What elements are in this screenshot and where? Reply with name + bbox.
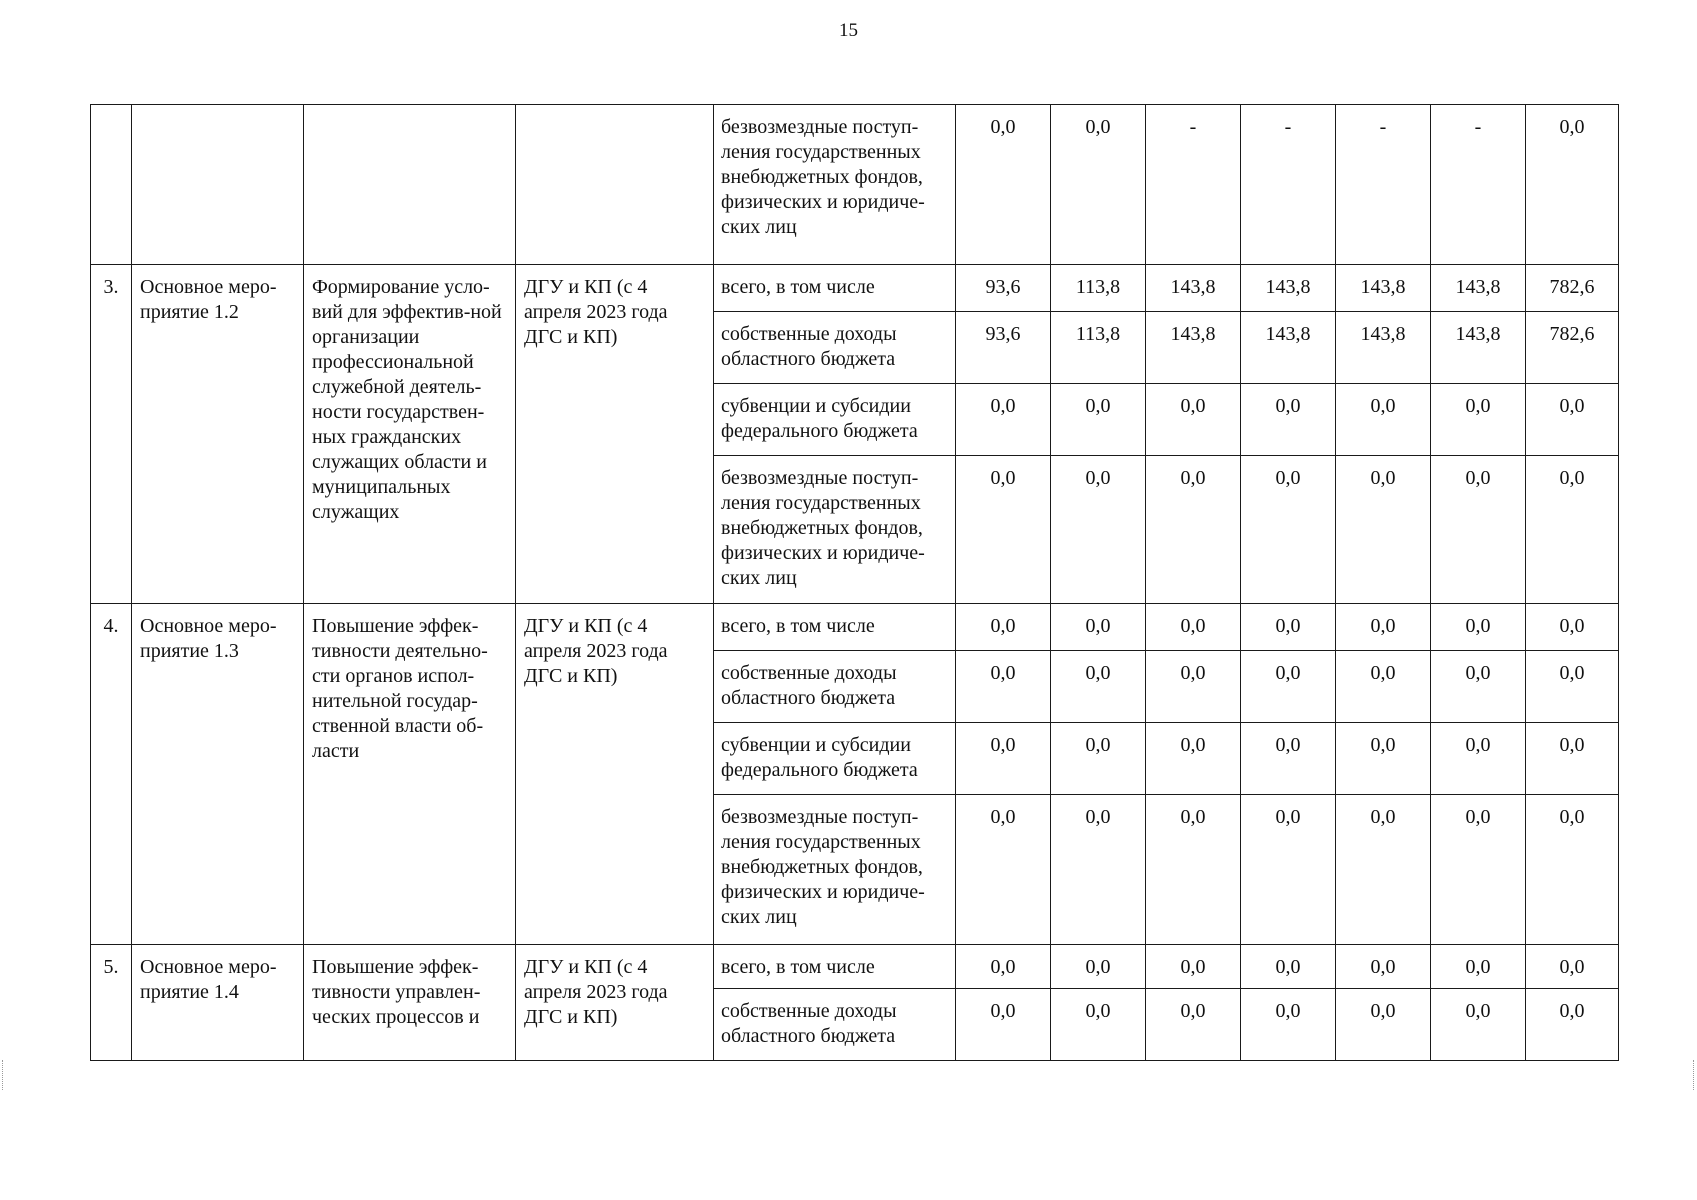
executor-cell [516, 105, 714, 265]
value-cell: 0,0 [1431, 945, 1526, 989]
executor-cell: ДГУ и КП (с 4 апреля 2023 года ДГС и КП) [516, 265, 714, 604]
value-cell: 0,0 [1241, 604, 1336, 651]
value-cell: 0,0 [1526, 795, 1619, 945]
value-cell: 0,0 [1526, 945, 1619, 989]
scan-edge-mark-left [2, 1060, 4, 1090]
num-cell [91, 105, 132, 265]
value-cell: - [1146, 105, 1241, 265]
value-cell: 0,0 [1051, 989, 1146, 1061]
value-cell: 0,0 [1051, 456, 1146, 604]
value-cell: 143,8 [1146, 265, 1241, 312]
value-cell: 0,0 [1146, 795, 1241, 945]
value-cell: 0,0 [1336, 604, 1431, 651]
value-cell: 0,0 [956, 384, 1051, 456]
value-cell: 0,0 [1241, 795, 1336, 945]
funding-source-cell: безвозмездные поступ-ления государственных внебюджетных фондов, физических и юридиче-ских лиц [714, 456, 956, 604]
value-cell: 0,0 [1146, 456, 1241, 604]
value-cell: 0,0 [1241, 723, 1336, 795]
value-cell: 113,8 [1051, 265, 1146, 312]
funding-source-cell: субвенции и субсидии федерального бюджета [714, 723, 956, 795]
value-cell: 143,8 [1241, 265, 1336, 312]
table-row [91, 945, 1619, 989]
value-cell: 143,8 [1431, 312, 1526, 384]
value-cell: 0,0 [1336, 945, 1431, 989]
event-name-cell: Основное меро-приятие 1.3 [132, 604, 304, 945]
value-cell: 0,0 [1241, 651, 1336, 723]
value-cell: 0,0 [1051, 651, 1146, 723]
funding-source-cell: безвозмездные поступ-ления государственных внебюджетных фондов, физических и юридиче-ских лиц [714, 795, 956, 945]
value-cell: 0,0 [1146, 384, 1241, 456]
event-name-cell: Основное меро-приятие 1.4 [132, 945, 304, 1061]
value-cell: 93,6 [956, 265, 1051, 312]
value-cell: 782,6 [1526, 265, 1619, 312]
value-cell: 113,8 [1051, 312, 1146, 384]
event-description-cell [304, 105, 516, 265]
funding-source-cell: собственные доходы областного бюджета [714, 312, 956, 384]
event-description-cell: Повышение эффек-тивности управлен-ческих процессов и [304, 945, 516, 1061]
event-description-cell: Повышение эффек-тивности деятельно-сти органов испол-нительной государ-ственной власти об-ласти [304, 604, 516, 945]
num-cell: 4. [91, 604, 132, 945]
value-cell: 0,0 [1336, 456, 1431, 604]
value-cell: 0,0 [1146, 989, 1241, 1061]
value-cell: 0,0 [1241, 945, 1336, 989]
scan-edge-mark-right [1693, 1060, 1695, 1090]
funding-table-container [90, 104, 1618, 1061]
page-number: 15 [839, 20, 858, 41]
value-cell: 0,0 [1526, 651, 1619, 723]
value-cell: 0,0 [1051, 795, 1146, 945]
value-cell: 0,0 [1431, 456, 1526, 604]
value-cell: 143,8 [1336, 312, 1431, 384]
value-cell: 0,0 [956, 795, 1051, 945]
value-cell: 143,8 [1241, 312, 1336, 384]
value-cell: 0,0 [956, 604, 1051, 651]
value-cell: 0,0 [956, 723, 1051, 795]
value-cell: 0,0 [1146, 723, 1241, 795]
value-cell: 0,0 [956, 105, 1051, 265]
funding-source-cell: всего, в том числе [714, 265, 956, 312]
value-cell: 0,0 [1336, 384, 1431, 456]
value-cell: 0,0 [1051, 105, 1146, 265]
executor-cell: ДГУ и КП (с 4 апреля 2023 года ДГС и КП) [516, 604, 714, 945]
value-cell: 0,0 [1051, 945, 1146, 989]
value-cell: 0,0 [1336, 795, 1431, 945]
event-name-cell [132, 105, 304, 265]
value-cell: 0,0 [1431, 651, 1526, 723]
table-row [91, 105, 1619, 265]
funding-source-cell: всего, в том числе [714, 604, 956, 651]
num-cell: 5. [91, 945, 132, 1061]
value-cell: 0,0 [1051, 384, 1146, 456]
value-cell: 0,0 [1431, 795, 1526, 945]
value-cell: 782,6 [1526, 312, 1619, 384]
value-cell: 143,8 [1431, 265, 1526, 312]
value-cell: 0,0 [1526, 604, 1619, 651]
funding-source-cell: собственные доходы областного бюджета [714, 989, 956, 1061]
value-cell: 0,0 [1431, 604, 1526, 651]
funding-source-cell: всего, в том числе [714, 945, 956, 989]
value-cell: 0,0 [1336, 651, 1431, 723]
value-cell: 143,8 [1336, 265, 1431, 312]
value-cell: 0,0 [1431, 989, 1526, 1061]
value-cell: 0,0 [1526, 105, 1619, 265]
funding-table [90, 104, 1619, 1061]
value-cell: 143,8 [1146, 312, 1241, 384]
value-cell: 0,0 [1526, 989, 1619, 1061]
value-cell: - [1336, 105, 1431, 265]
value-cell: 0,0 [1526, 384, 1619, 456]
value-cell: 0,0 [1241, 989, 1336, 1061]
value-cell: 0,0 [1431, 384, 1526, 456]
event-description-cell: Формирование усло-вий для эффектив-ной организации профессиональной служебной деятель-ности государствен-ных гражданских служащих области и муниципальных служащих [304, 265, 516, 604]
value-cell: 0,0 [1241, 384, 1336, 456]
num-cell: 3. [91, 265, 132, 604]
value-cell: 0,0 [1241, 456, 1336, 604]
table-row [91, 604, 1619, 651]
funding-source-cell: субвенции и субсидии федерального бюджета [714, 384, 956, 456]
table-row [91, 265, 1619, 312]
event-name-cell: Основное меро-приятие 1.2 [132, 265, 304, 604]
value-cell: 0,0 [956, 989, 1051, 1061]
funding-source-cell: собственные доходы областного бюджета [714, 651, 956, 723]
value-cell: - [1431, 105, 1526, 265]
value-cell: 0,0 [1336, 989, 1431, 1061]
value-cell: 0,0 [1146, 651, 1241, 723]
funding-source-cell: безвозмездные поступ-ления государственных внебюджетных фондов, физических и юридиче-ских лиц [714, 105, 956, 265]
value-cell: 0,0 [1526, 456, 1619, 604]
value-cell: 0,0 [1146, 945, 1241, 989]
value-cell: 93,6 [956, 312, 1051, 384]
value-cell: - [1241, 105, 1336, 265]
value-cell: 0,0 [1051, 604, 1146, 651]
value-cell: 0,0 [1051, 723, 1146, 795]
value-cell: 0,0 [956, 651, 1051, 723]
value-cell: 0,0 [1526, 723, 1619, 795]
executor-cell: ДГУ и КП (с 4 апреля 2023 года ДГС и КП) [516, 945, 714, 1061]
value-cell: 0,0 [1431, 723, 1526, 795]
value-cell: 0,0 [956, 456, 1051, 604]
value-cell: 0,0 [956, 945, 1051, 989]
value-cell: 0,0 [1336, 723, 1431, 795]
value-cell: 0,0 [1146, 604, 1241, 651]
